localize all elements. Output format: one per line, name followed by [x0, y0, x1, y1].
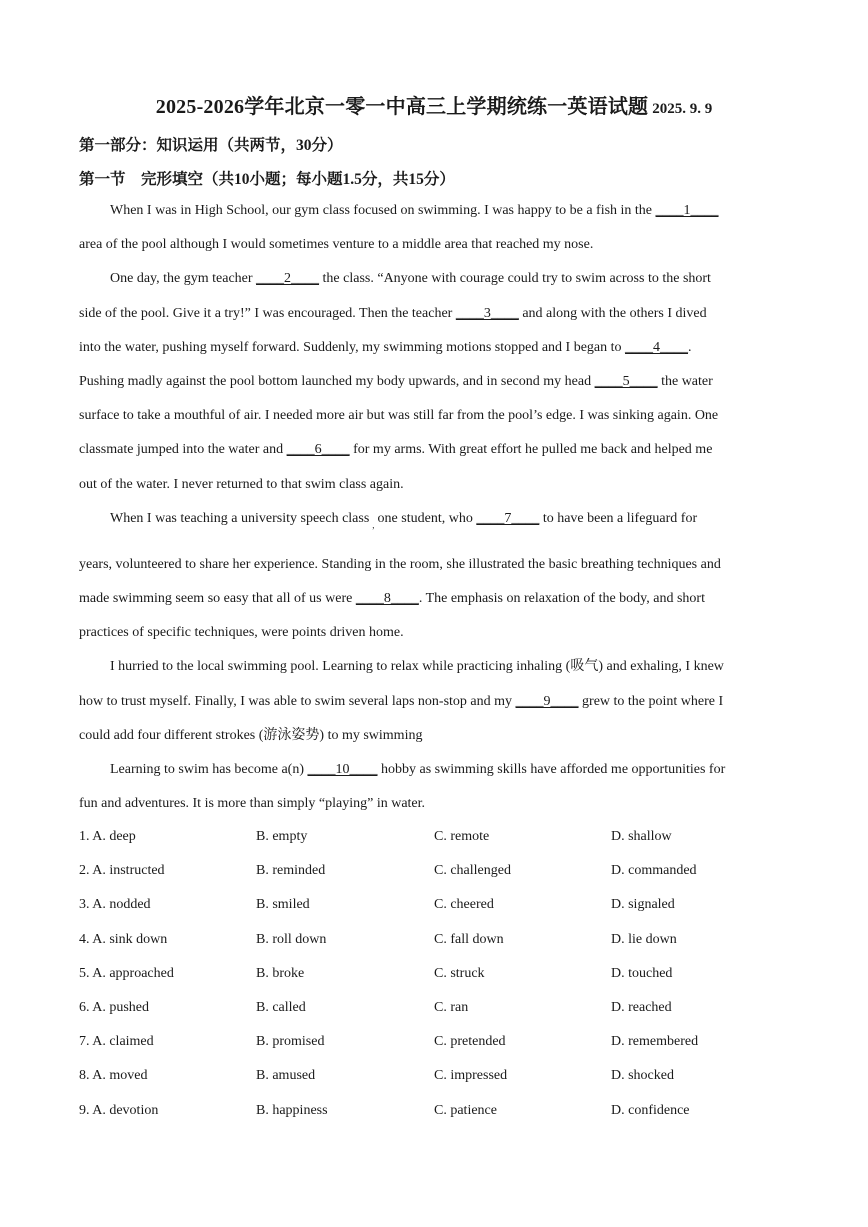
passage-text: classmate jumped into the water and — [79, 442, 287, 458]
option-a: 8. A. moved — [79, 1068, 148, 1084]
passage-text: area of the pool although I would sometimes venture to a middle area that reached my nose. — [79, 237, 594, 253]
option-b: B. broke — [256, 965, 305, 981]
option-b: B. happiness — [256, 1102, 328, 1118]
passage-line — [79, 787, 785, 821]
option-a: 7. A. claimed — [79, 1034, 154, 1050]
passage-text: surface to take a mouthful of air. I needed more air but was still far from the pool’s edge. I was sinking again. One — [79, 408, 719, 424]
option-c: C. patience — [434, 1102, 497, 1118]
option-b: B. amused — [256, 1068, 316, 1084]
option-b: B. smiled — [256, 897, 310, 913]
passage-text: could add four different strokes (游泳姿势) to my swimming — [79, 727, 423, 743]
passage-line — [79, 262, 785, 296]
option-c: C. struck — [434, 965, 485, 981]
passage-line — [79, 753, 785, 787]
option-b: B. called — [256, 999, 306, 1015]
option-d: D. shallow — [611, 829, 672, 844]
passage-line — [79, 502, 785, 536]
passage-text: When I was teaching a university speech class — [110, 510, 370, 526]
passage-text: for my arms. With great effort he pulled me back and helped me — [349, 442, 713, 458]
section-heading: 第一节 完形填空（共10小题；每小题1.5分，共15分） — [79, 171, 455, 188]
passage-line — [79, 650, 785, 684]
passage-text: practices of specific techniques, were points driven home. — [79, 625, 404, 641]
blank-3: ____3____ — [455, 305, 519, 321]
option-d: D. commanded — [611, 863, 697, 879]
passage-text: the class. “Anyone with courage could try to swim across to the short — [319, 271, 711, 287]
passage-line — [79, 719, 785, 753]
passage-text: side of the pool. Give it a try!” I was encouraged. Then the teacher — [79, 305, 456, 321]
option-d: D. shocked — [611, 1068, 674, 1084]
exam-date: 2025. 9. 9 — [652, 101, 713, 117]
passage-line — [79, 331, 785, 365]
question-row — [79, 963, 785, 997]
option-d: D. lie down — [611, 931, 677, 947]
passage-line — [79, 582, 785, 616]
question-row — [79, 826, 785, 860]
option-c: C. remote — [434, 829, 490, 844]
passage-line — [79, 468, 785, 502]
passage-line — [79, 616, 785, 650]
passage-text: grew to the point where I — [578, 693, 724, 709]
option-c: C. cheered — [434, 897, 494, 913]
passage-text: to have been a lifeguard for — [539, 510, 698, 526]
passage-text: made swimming seem so easy that all of us were — [79, 591, 356, 607]
option-d: D. reached — [611, 999, 672, 1015]
passage-text: . The emphasis on relaxation of the body, and short — [418, 591, 705, 607]
part-heading: 第一部分：知识运用（共两节，30分） — [79, 137, 343, 154]
passage-text: I hurried to the local swimming pool. Learning to relax while practicing inhaling (吸气) and exhaling, I knew — [110, 659, 724, 675]
passage-text: into the water, pushing myself forward. Suddenly, my swimming motions stopped and I began to — [79, 339, 626, 355]
option-a: 5. A. approached — [79, 965, 174, 981]
question-row — [79, 929, 785, 963]
option-a: 4. A. sink down — [79, 931, 168, 947]
question-row — [79, 860, 785, 894]
option-d: D. confidence — [611, 1102, 690, 1118]
passage-text: how to trust myself. Finally, I was able to swim several laps non-stop and my — [79, 693, 516, 709]
option-d: D. remembered — [611, 1034, 699, 1050]
passage-text: the water — [657, 373, 713, 389]
option-c: C. fall down — [434, 931, 504, 947]
passage-line — [79, 399, 785, 433]
answer-options — [79, 826, 785, 1134]
question-row — [79, 1031, 785, 1065]
cloze-passage — [79, 194, 785, 821]
page-title: 2025-2026学年北京一零一中高三上学期统练一英语试题 — [155, 96, 649, 118]
passage-text: one student, who — [377, 510, 477, 526]
stray-comma: , — [372, 519, 375, 530]
option-a: 2. A. instructed — [79, 863, 165, 879]
passage-line — [79, 228, 785, 262]
passage-text: fun and adventures. It is more than simply “playing” in water. — [79, 796, 426, 812]
option-a: 1. A. deep — [79, 829, 136, 844]
option-b: B. roll down — [256, 931, 327, 947]
question-row — [79, 1065, 785, 1099]
passage-line — [79, 433, 785, 467]
passage-text: and along with the others I dived — [518, 305, 707, 321]
option-a: 6. A. pushed — [79, 999, 149, 1015]
option-c: C. impressed — [434, 1068, 508, 1084]
passage-text: . — [688, 339, 692, 355]
blank-2: ____2____ — [256, 271, 320, 287]
question-row — [79, 894, 785, 928]
passage-text: Pushing madly against the pool bottom launched my body upwards, and in second my head — [79, 373, 595, 389]
option-c: C. challenged — [434, 863, 511, 879]
blank-5: ____5____ — [594, 373, 658, 389]
passage-text: out of the water. I never returned to that swim class again. — [79, 476, 404, 492]
option-d: D. signaled — [611, 897, 675, 913]
page-title-line — [0, 90, 868, 119]
blank-4: ____4____ — [625, 339, 689, 355]
question-row — [79, 997, 785, 1031]
question-row — [79, 1100, 785, 1134]
blank-9: ____9____ — [515, 693, 579, 709]
blank-1: ____1____ — [655, 203, 719, 218]
option-c: C. pretended — [434, 1034, 506, 1050]
option-b: B. promised — [256, 1034, 325, 1050]
option-b: B. reminded — [256, 863, 326, 879]
passage-text: hobby as swimming skills have afforded me opportunities for — [377, 762, 726, 777]
passage-text: years, volunteered to share her experience. Standing in the room, she illustrated the basic breathing techniques and — [79, 556, 721, 572]
blank-10: ____10____ — [307, 762, 378, 777]
option-a: 3. A. nodded — [79, 897, 151, 913]
blank-8: ____8____ — [355, 591, 419, 607]
blank-7: ____7____ — [476, 510, 540, 526]
passage-line — [79, 685, 785, 719]
blank-6: ____6____ — [286, 442, 350, 458]
passage-line — [79, 548, 785, 582]
line-gap — [79, 536, 785, 548]
passage-line — [79, 365, 785, 399]
option-d: D. touched — [611, 965, 673, 981]
passage-text: When I was in High School, our gym class focused on swimming. I was happy to be a fish in the — [110, 203, 656, 218]
passage-text: One day, the gym teacher — [110, 271, 257, 287]
option-c: C. ran — [434, 999, 469, 1015]
option-b: B. empty — [256, 829, 308, 844]
passage-text: Learning to swim has become a(n) — [110, 762, 308, 777]
option-a: 9. A. devotion — [79, 1102, 159, 1118]
passage-line — [79, 297, 785, 331]
passage-line — [79, 194, 785, 228]
